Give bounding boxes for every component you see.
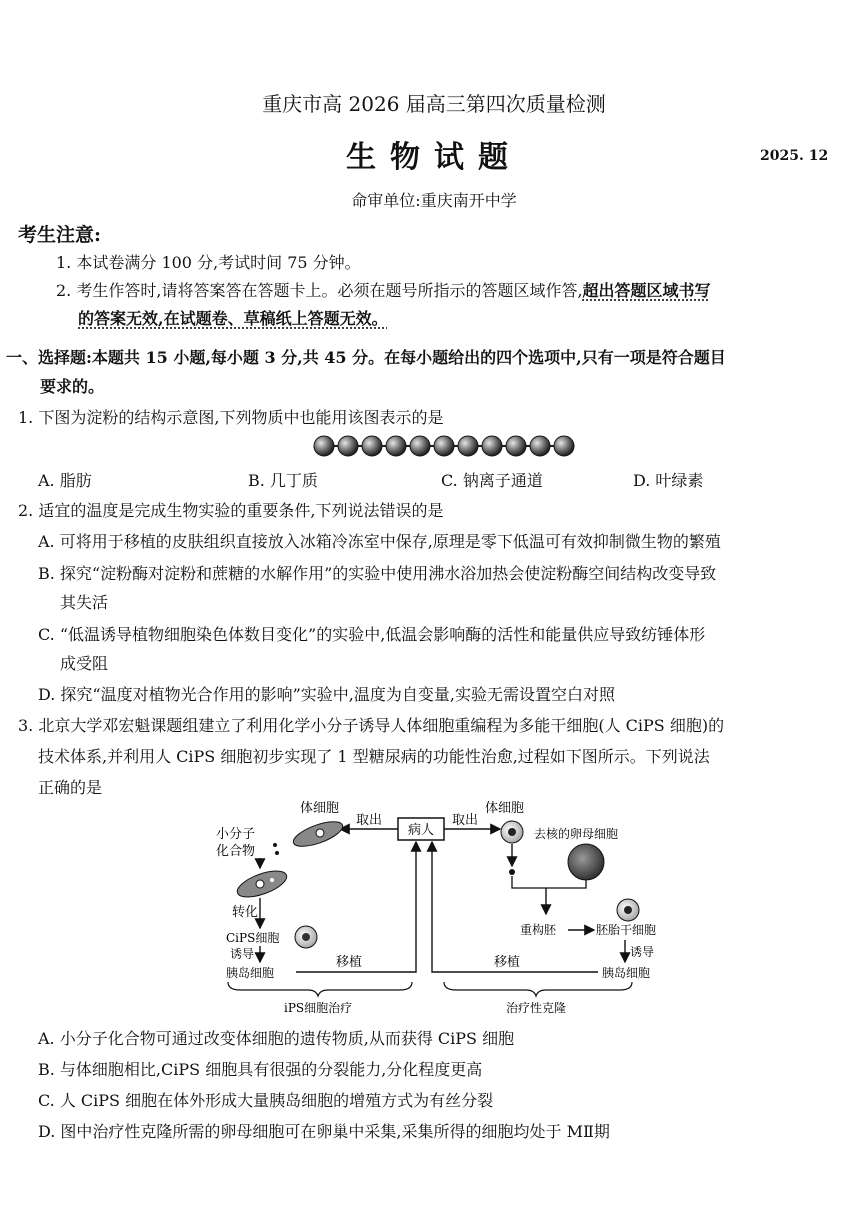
notice-item-2-text: 2. 考生作答时,请将答案答在答题卡上。必须在题号所指示的答题区域作答, [56,281,583,300]
question-3-stem: 3. 北京大学邓宏魁课题组建立了利用化学小分子诱导人体细胞重编程为多能干细胞(人 CiPS 细胞)的 [18,716,725,735]
q2-option-c: C. “低温诱导植物细胞染色体数目变化”的实验中,低温会影响酶的活性和能量供应导致纺锤体形 [38,625,706,644]
induce-right-label: 诱导 [630,945,655,959]
setter-unit [0,188,868,211]
enucleated-egg-label: 去核的卵母细胞 [534,827,619,841]
nucleus [509,869,515,875]
notice-item-2-emphasis: 超出答题区域书写 [582,281,711,300]
question-3-stem-line-3: 正确的是 [38,778,103,797]
patient-label: 病人 [407,823,435,838]
section-1-heading: 一、选择题:本题共 15 小题,每小题 3 分,共 45 分。在每小题给出的四个选项中,只有一项是符合题目 [6,348,726,367]
starch-bead-chain [312,432,582,460]
transplant-left-label: 移植 [336,955,363,970]
islet-cell-right-label: 胰岛细胞 [602,966,651,980]
exam-title [0,88,868,117]
glucose-bead [386,436,406,456]
embryonic-stem-cell-label: 胚胎干细胞 [596,923,657,937]
transplant-left-arrow [296,842,416,972]
q2-option-d: D. 探究“温度对植物光合作用的影响”实验中,温度为自变量,实验无需设置空白对照 [38,685,615,704]
somatic-cell-left-label: 体细胞 [300,801,340,816]
q2-option-a: A. 可将用于移植的皮肤组织直接放入冰箱冷冻室中保存,原理是零下低温可有效抑制微生物的繁殖 [38,532,721,551]
induce-left-label: 诱导 [230,947,255,961]
exam-date: 2025. 12 [760,148,829,164]
small-molecule-label-1: 小分子 [216,827,256,842]
somatic-cell-right-label: 体细胞 [485,801,525,816]
subject-title [0,132,868,176]
setter-unit-text: 命审单位:重庆南开中学 [351,191,517,210]
notice-item-2-continued: 的答案无效,在试题卷、草稿纸上答题无效。 [78,309,388,328]
glucose-bead [410,436,430,456]
question-1-stem: 1. 下图为淀粉的结构示意图,下列物质中也能用该图表示的是 [18,408,444,427]
exam-title-text: 重庆市高 2026 届高三第四次质量检测 [262,92,606,116]
subject-title-text: 生物试题 [346,140,522,175]
islet-cell-left-label: 胰岛细胞 [226,966,275,980]
q1-option-b: B. 几丁质 [248,471,318,490]
therapeutic-cloning-label: 治疗性克隆 [506,1001,567,1015]
q3-option-b: B. 与体细胞相比,CiPS 细胞具有很强的分裂能力,分化程度更高 [38,1060,483,1079]
question-3-stem-line-2: 技术体系,并利用人 CiPS 细胞初步实现了 1 型糖尿病的功能性治愈,过程如下图所示。下列说法 [38,747,710,766]
q3-option-a: A. 小分子化合物可通过改变体细胞的遗传物质,从而获得 CiPS 细胞 [38,1029,515,1048]
glucose-bead [434,436,454,456]
notice-item-1: 1. 本试卷满分 100 分,考试时间 75 分钟。 [56,253,361,272]
ips-therapy-brace [228,982,412,996]
q2-option-b-continued: 其失活 [60,593,109,612]
glucose-bead [362,436,382,456]
q1-option-a: A. 脂肪 [38,471,92,490]
q3-option-c: C. 人 CiPS 细胞在体外形成大量胰岛细胞的增殖方式为有丝分裂 [38,1091,494,1110]
enucleated-egg [568,844,604,880]
question-2-stem: 2. 适宜的温度是完成生物实验的重要条件,下列说法错误的是 [18,501,444,520]
glucose-bead [530,436,550,456]
q3-option-d: D. 图中治疗性克隆所需的卵母细胞可在卵巢中采集,采集所得的细胞均处于 MⅡ期 [38,1122,610,1141]
glucose-bead [482,436,502,456]
transplant-right-label: 移植 [494,955,521,970]
glucose-bead [338,436,358,456]
notice-heading: 考生注意: [18,224,102,246]
section-1-heading-continued: 要求的。 [40,377,105,396]
glucose-bead [506,436,526,456]
glucose-bead [554,436,574,456]
ips-therapy-label: iPS细胞治疗 [284,1001,353,1015]
take-out-left-label: 取出 [356,813,383,828]
therapeutic-cloning-brace [444,982,632,996]
notice-item-2 [56,278,711,301]
small-molecule-label-2: 化合物 [216,844,256,859]
glucose-bead [458,436,478,456]
reconstructed-embryo-label: 重构胚 [520,923,557,937]
take-out-right-label: 取出 [452,813,479,828]
q1-option-d: D. 叶绿素 [633,471,704,490]
cips-therapy-diagram [200,800,680,1020]
transform-label: 转化 [232,905,259,920]
q2-option-b: B. 探究“淀粉酶对淀粉和蔗糖的水解作用”的实验中使用沸水浴加热会使淀粉酶空间结构改变导致 [38,564,717,583]
q1-option-c: C. 钠离子通道 [441,471,543,490]
glucose-bead [314,436,334,456]
q2-option-c-continued: 成受阻 [60,654,109,673]
cips-cell-label: CiPS细胞 [226,931,280,945]
